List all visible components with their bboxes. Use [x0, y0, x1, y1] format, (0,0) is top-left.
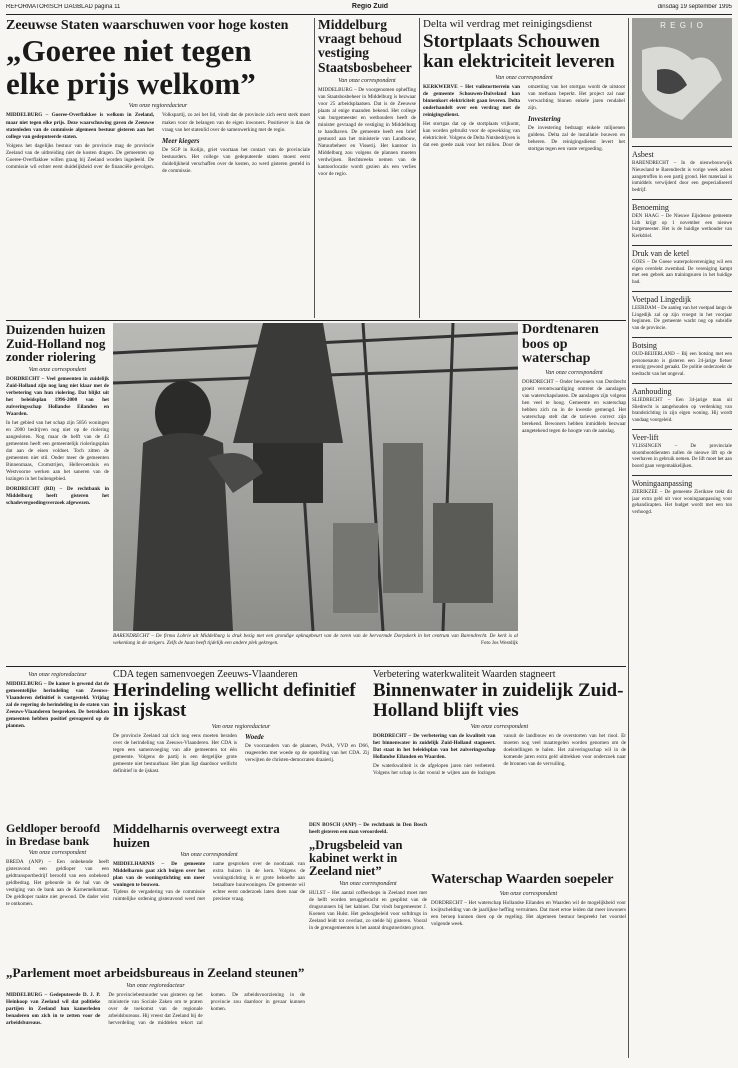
article-byline: Van onze regioredacteur — [126, 982, 185, 989]
article-body: De investering bedraagt enkele miljoenen guldens. Delta zal de installatie bouwen en beheren. De reinigingsdienst levert het stortgas tegen een vaste vergoeding. — [528, 125, 625, 153]
photo-illustration — [113, 323, 518, 631]
article-body: In het gebied van het schap zijn 5856 woningen en 2000 bedrijven nog niet op de riolering aangesloten. Nog maar de helft van de 43 gemeenten heeft een gemeentelijk rioleringsplan dat aan de eisen voldoet. Toch zitten de gemeenten niet stil. Onder meer de gemeenten Binnenmaas, Cromstrijen, Hellevoetsluis en Westvoorne werken aan het saneren van de lozingen in het buitengebied. — [6, 420, 109, 483]
article-body: De SGP in Kolijn, griet voortaan het contact van de provinciale bestuurders. Het college van gedeputeerde staten moest eerst duidelijkheid verschaffen over de kosten, zo werd gisteren gesteld in de commissie. — [162, 146, 310, 174]
map-icon — [632, 30, 732, 130]
article-subhead: Investering — [528, 115, 561, 124]
article-kicker: Zeeuwse Staten waarschuwen voor hoge kosten — [6, 18, 289, 33]
church-tower-photo — [113, 323, 518, 631]
brief-title: Woningaanpassing — [632, 475, 732, 488]
article-subhead: Meer kiegers — [162, 136, 200, 145]
header-rule — [6, 14, 732, 15]
header-section: Regio Zuid — [351, 3, 389, 10]
brief-text: OUD-BEIJERLAND – Bij een botsing met een personenauto is gisteren een 24-jarige fietser ernstig gewond geraakt. De politie onderzoekt de toedracht van het ongeval. — [632, 351, 732, 377]
article-body: BREDA (ANP) – Een onbekende heeft gisteravond een geldloper van een geldtransportbedrijf beroofd van een onbekend geldbedrag. Het gebeurde in de hal van de vestiging van de bank aan de Karnemelkstraat. De geldloper raakte niet gewond. De dader wist te ontkomen. — [6, 859, 109, 908]
article-byline: Van onze correspondent — [338, 77, 396, 84]
article-byline: Van onze correspondent — [339, 881, 397, 888]
article-headline: „Drugsbeleid van kabinet werkt in Zeeland niet” — [309, 838, 403, 879]
article-headline: Geldloper beroofd in Bredase bank — [6, 822, 100, 848]
article-arbeidsbureaus — [6, 966, 305, 1062]
brief-text: VLISSINGEN – De provinciale stoombootdiensten zullen de nieuwe lift op de veerhaven in gebruik nemen. De lift moet het aan boord gaan vergemakkelijken. — [632, 443, 732, 469]
article-headline: Middelburg vraagt behoud vestiging Staatsbosbeheer — [318, 18, 412, 75]
article-columns — [6, 992, 305, 1052]
brief-title: Aanhouding — [632, 383, 732, 396]
article-byline: Van onze correspondent — [545, 370, 603, 377]
article-body: HULST – Het aantal coffeeshops in Zeeland moet met de helft worden teruggebracht en gesplitst van de drugsrunners bij het kabinet. Dat vindt burgemeester J. Koenen van Hulst. Het gedoogbeleid voor softdrugs in Zeeland leidt tot overlast, zo stelde hij gisteren. Vooral in de grensgemeenten is het aantal drugstoeristen groot. — [309, 890, 427, 932]
article-note: DORDRECHT (RD) – De rechtbank in Middelburg heeft gisteren het schadevergoedingsverzoek afgewezen. — [6, 486, 109, 507]
article-byline: Van onze regioredacteur — [211, 723, 271, 730]
article-headline: Herindeling wellicht definitief in ijskast — [113, 680, 356, 721]
article-note: DEN BOSCH (ANP) – De rechtbank in Den Bosch heeft gisteren een man veroordeeld. — [309, 822, 427, 836]
brief-title: Voetpad Lingedijk — [632, 291, 732, 304]
article-cda-herindeling — [113, 669, 369, 819]
article-goeree — [6, 18, 310, 318]
article-byline: Van onze regioredacteur — [28, 672, 87, 678]
regio-badge — [632, 18, 732, 138]
article-herindeling-welkom — [6, 669, 109, 819]
article-lead: MIDDELHARNIS – De gemeente Middelharnis gaat zich buigen over het plan van de woningstichting om meer woningen te bouwen. — [113, 861, 205, 889]
brief-title: Benoeming — [632, 199, 732, 212]
article-geldloper — [6, 822, 109, 962]
article-headline: Stortplaats Schouwen kan elektriciteit leveren — [423, 31, 615, 73]
article-waterschap-waarden — [431, 873, 626, 1053]
article-headline: „Goeree niet tegen elke prijs welkom” — [6, 33, 256, 101]
brief-title: Botsing — [632, 337, 732, 350]
brief-title: Veer-lift — [632, 429, 732, 442]
article-byline: Van onze correspondent — [28, 850, 87, 857]
caption-text: BARENDRECHT – De firma Lobrie uit Middelburg is druk bezig met een grondige opknapbeurt van de toren van de hervormde Dorpskerk in het centrum van Barendrecht. De kerk is al wekenlang in de steigers. Zelfs de haan heeft tijdelijk een andere plek gekregen. — [113, 633, 518, 647]
column-rule — [419, 18, 420, 318]
article-headline: Duizenden huizen Zuid-Holland nog zonder riolering — [6, 323, 106, 365]
brief-text: GOES – De Goese waterpolovereniging wil een eigen overdekt zwembad. De vereniging kampt met een gebrek aan trainingsuren in het huidige bad. — [632, 259, 732, 285]
section-rule — [6, 320, 626, 321]
column-rule — [314, 18, 315, 318]
article-byline: Van onze correspondent — [495, 74, 553, 81]
article-body: De provincie Zeeland zal zich nog eens moeten beraden over de herindeling van Zeeuws-Vlaanderen. Het CDA is tegen een samenvoeging van alle gemeenten tot één gemeente. Volgens de partij is een dergelijke grote gemeente niet bestuurbaar. Het plan ligt daardoor wellicht definitief in de ijskast. — [113, 732, 237, 774]
article-lead: DORDRECHT – Veel gemeenten in zuidelijk Zuid-Holland zijn nog lang niet klaar met de verbetering van hun riolering. Dat blijkt uit het beleidsplan 1996-2000 van het zuiveringsschap Hollandse Eilanden en Waarden. — [6, 375, 109, 417]
brief-text: SLIEDRECHT – Een 34-jarige man uit Sliedrecht is aangehouden op verdenking van brandstichting in zijn eigen woning. Hij wordt vandaag voorgeleid. — [632, 397, 732, 423]
photo-credit: Foto Jos Westdijk — [481, 640, 518, 647]
article-columns — [113, 733, 369, 813]
article-dordtenaren — [522, 323, 626, 663]
article-body: DORDRECHT – Het waterschap Hollandse Eilanden en Waarden wil de mogelijkheid voor kwijtschelding van de jaarlijkse heffing verruimen. Dat moet ertoe leiden dat meer inwoners een beroep kunnen doen op de regeling. Het algemeen bestuur bespreekt het voorstel volgende week. — [431, 899, 626, 927]
article-lead: MIDDELBURG – Goeree-Overflakkee is welkom in Zeeland, maar niet tegen elke prijs. Deze waarschuwing gaven de Zeeuwse statenleden van de commissie algemeen bestuur gisteren aan het college van gedeputeerde staten. — [6, 112, 154, 140]
article-body: Het stortgas dat op de stortplaats vrijkomt, kan worden gebruikt voor de opwekking van elektriciteit. Volgens de Delta Nutsbedrijven is dat een goede zaak voor het milieu. Door de omzetting van het stortgas wordt de uitstoot van methaan beperkt. Het project zal naar verwachting binnen enkele jaren rendabel zijn. — [423, 83, 625, 149]
article-headline: „Parlement moet arbeidsbureaus in Zeeland steunen” — [6, 966, 305, 980]
section-rule — [6, 666, 626, 667]
article-lead: MIDDELBURG – Gedeputeerde D. J. P. Heinkoop van Zeeland wil dat politieke partijen in Zeeland hun kamerleden benaderen om zich in te zetten voor de arbeidsbureaus. — [6, 991, 101, 1026]
column-rule — [628, 18, 629, 1058]
article-body: De provinciebestuurder was gisteren op het ministerie van Sociale Zaken om te praten over de toekomst van de regionale arbeidsbureaus. Hij vreest dat Zeeland bij de herverdeling van de middelen tekort zal komen. De arbeidsvoorziening in de provincie zou daardoor in gevaar kunnen komen. — [108, 991, 305, 1026]
article-headline: Middelharnis overweegt extra huizen — [113, 822, 280, 850]
sidebar-briefs — [632, 142, 732, 1058]
article-body: Tijdens de vergadering van de commissie ruimtelijke ordening gisteravond werd met name gesproken over de noodzaak van extra huizen in de kern. Volgens de woningstichting is er grote behoefte aan betaalbare huurwoningen. De gemeente wil echter eerst onderzoek laten doen naar de precieze vraag. — [113, 861, 305, 903]
article-headline: Dordtenaren boos op waterschap — [522, 323, 599, 367]
article-body: DORDRECHT – Onder bewoners van Dordrecht groeit verontwaardiging omtrent de aanslagen van waterschapslasten. De aanslagen zijn volgens hen veel te hoog. Gemeente en waterschap hebben zich nu in de kwestie gemengd. Het waterschap stelt dat de tarieven correct zijn berekend. Bewoners hebben inmiddels bezwaar aangetekend tegen de hoogte van de aanslag. — [522, 379, 626, 435]
article-riolering — [6, 323, 109, 663]
article-lead: DORDRECHT – De verbetering van de kwaliteit van het binnenwater in zuidelijk Zuid-Holland stagneert. Dat staat in het beleidsplan van het zuiveringsschap Hollandse Eilanden en Waarden. — [373, 732, 496, 760]
article-byline: Van onze correspondent — [28, 366, 87, 373]
brief-text: LEERDAM – De aanleg van het voetpad langs de Lingedijk zal op zijn vroegst in het voorjaar beginnen. De gemeente wacht nog op subsidie van de provincie. — [632, 305, 732, 331]
article-byline: Van onze correspondent — [499, 890, 558, 897]
article-kicker: Verbetering waterkwaliteit Waarden stagneert — [373, 669, 556, 680]
article-headline: Waterschap Waarden soepeler — [431, 873, 614, 887]
article-body: Volgens het dagelijks bestuur van de provincie mag de provincie Zeeland van de uitbreiding niet de kosten dragen. De gemeenten op Goeree-Overflakkee willen graag bij Zeeland worden ingedeeld. De commissie wil echter eerst duidelijkheid over de financiële gevolgen. Volkspartij, zo zei het lid, vindt dat de provincie zich eerst sterk moet maken voor de belangen van de eigen inwoners. Positiever is dan de vraag van het statenlid over de samenwerking met de regio. — [6, 112, 310, 170]
article-byline: Van onze regioredacteur — [128, 103, 188, 110]
brief-text: BARENDRECHT – In de nieuwbouwwijk Nieuwland te Barendrecht is vorige week asbest aangetroffen in een partij grond. Het materiaal is inmiddels verwijderd door een gespecialiseerd bedrijf. — [632, 161, 732, 193]
article-drugsbeleid — [309, 822, 427, 1052]
article-kicker: CDA tegen samenvoegen Zeeuws-Vlaanderen — [113, 669, 298, 680]
article-headline: Binnenwater in zuidelijk Zuid-Holland blijft vies — [373, 680, 624, 721]
article-byline: Van onze correspondent — [470, 723, 529, 730]
article-columns — [423, 84, 625, 314]
article-lead: MIDDELBURG – De kamer is gewend dat de gemeentelijke herindeling van Zeeuws-Vlaanderen definitief is vastgesteld. Vrijdag zal de regering de herindeling in de staten van Zeeuws-Vlaanderen bespreken. De betrokken gemeenten hebben positief gereageerd op de plannen. — [6, 681, 109, 730]
brief-title: Druk van de ketel — [632, 245, 732, 258]
brief-text: DEN HAAG – De Nieuwe Eijsdense gemeente Lith krijgt op 1 november een nieuwe burgemeester. Het is de huidige wethouder van Kerkdriel. — [632, 213, 732, 239]
article-lead: KERKWERVE – Het vuilstortterrein van de gemeente Schouwen-Duiveland kan binnenkort elektriciteit gaan leveren. Delta onderhandelt over een verdrag met de reinigingsdienst. — [423, 83, 520, 119]
brief-text: ZIERIKZEE – De gemeente Zierikzee trekt dit jaar extra geld uit voor woningaanpassing voor gehandicapten. Het budget wordt met een ton verhoogd. — [632, 489, 732, 515]
article-byline: Van onze correspondent — [180, 852, 238, 859]
regio-label: R E G I O — [660, 21, 704, 30]
article-body: MIDDELBURG – De voorgenomen opheffing van Staatsbosbeheer in Middelburg is bezwaar voor 25 arbeidsplaatsen. Dat is de Zeeuwse plaats al enige maanden bekend. Het college van burgemeester en wethouders heeft de minister gevraagd de vestiging in Middelburg te handhaven. De gemeente heeft een brief gestuurd aan het ministerie van Landbouw, Natuurbeheer en Visserij. Het kantoor in Middelburg zou volgens de plannen moeten verdwijnen. Rechtsreeks nemen van de kantoorlocatie wordt gezien als een verlies voor de regio. — [318, 86, 416, 177]
article-kicker: Delta wil verdrag met reinigingsdienst — [423, 18, 593, 30]
photo-caption — [113, 633, 518, 663]
header-left: REFORMATORISCH DAGBLAD pagina 11 — [6, 4, 121, 10]
article-staatsbosbeheer — [318, 18, 416, 318]
article-body: De waterkwaliteit is de afgelopen jaren niet verbeterd. Volgens het schap is dat vooral te wijten aan de lozingen vanuit de landbouw en de overstorten van het riool. Er moeten nog veel maatregelen worden genomen om de doelstellingen te halen. Het zuiveringsschap wil in de komende jaren extra geld uittrekken voor onderzoek naar de bronnen van de vervuiling. — [373, 732, 626, 776]
article-columns — [6, 112, 310, 302]
article-stortplaats — [423, 18, 625, 318]
article-middelharnis — [113, 822, 305, 962]
article-body: De voorzanders van de plannen, PvdA, VVD en D66, reageerden met woede op de opstelling van het CDA. Zij verwijten de christen-democraten draaierij. — [245, 742, 369, 763]
article-subhead: Woede — [245, 732, 264, 741]
header-date: dinsdag 19 september 1995 — [657, 4, 732, 10]
brief-title: Asbest — [632, 146, 732, 159]
article-columns — [113, 861, 305, 962]
